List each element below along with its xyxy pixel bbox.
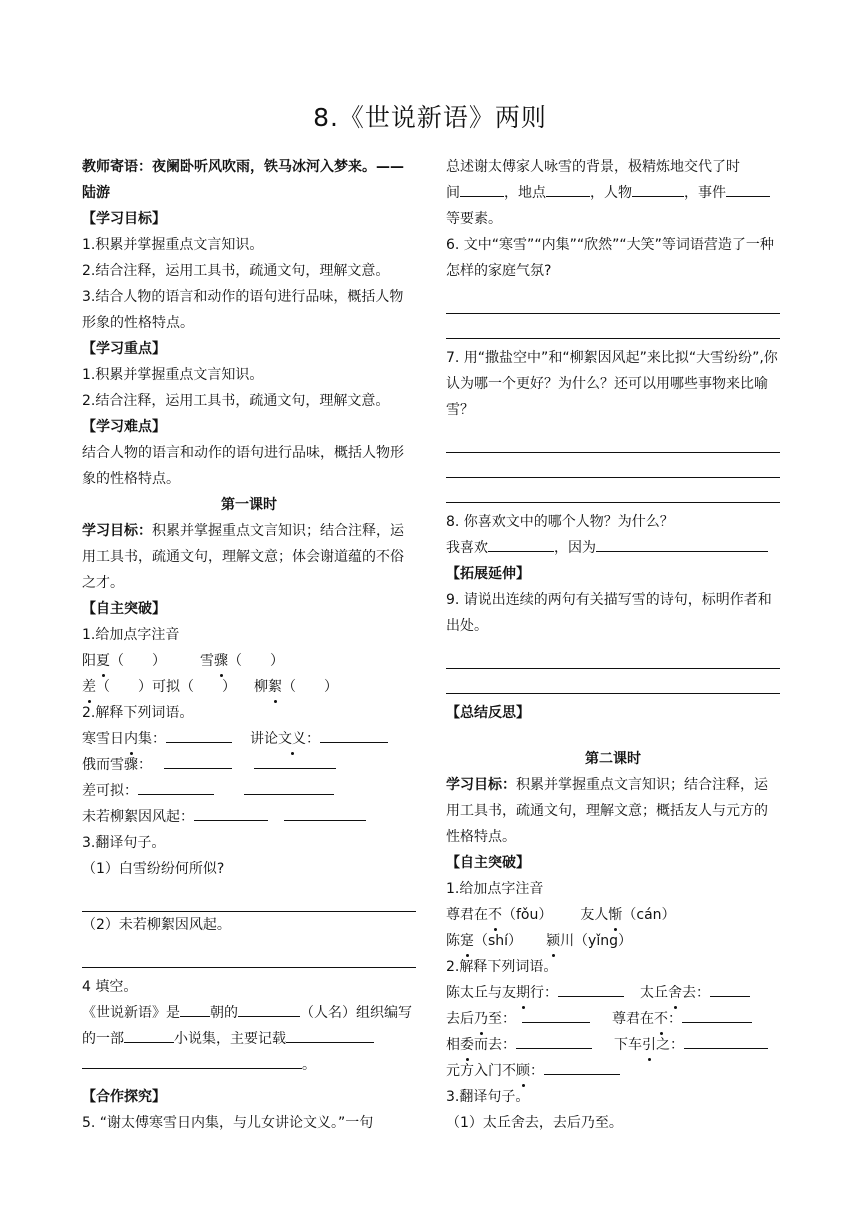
- summary-heading: 【总结反思】: [446, 705, 530, 721]
- dotted-char: 乃: [474, 1006, 488, 1032]
- fill-text: 我喜欢: [446, 540, 488, 556]
- lesson-two-heading: 第二课时: [585, 751, 641, 767]
- dotted-char: 絮: [268, 674, 282, 700]
- pinyin-text: （shí）: [474, 933, 523, 949]
- word-text: 尊君在: [612, 1011, 654, 1027]
- word-row-4: [446, 1058, 780, 1084]
- question-9: 9. 请说出连续的两句有关描写雪的诗句，标明作者和出处。: [446, 592, 772, 634]
- cooperation-heading: 【合作探究】: [82, 1089, 166, 1105]
- question-5-continued: 总述谢太傅家人咏雪的背景，极精炼地交代了时: [446, 159, 740, 175]
- lesson-goal-label: 学习目标：: [446, 777, 516, 793]
- question-2: 2.解释下列词语。: [82, 705, 194, 721]
- answer-blank[interactable]: [632, 180, 684, 197]
- answer-blank[interactable]: [710, 980, 750, 997]
- word-text: 至：: [488, 1011, 516, 1027]
- pinyin-word: 雪: [200, 653, 214, 669]
- lesson-goal-text: 积累并掌握重点文言知识；结合注释，运用工具书，疏通文句，理解文意；体会谢道蕴的不俗之才。: [82, 523, 404, 591]
- fill-text: 小说集，主要记载: [174, 1031, 286, 1047]
- word-row-3: [82, 778, 416, 804]
- dotted-char: 委: [460, 1032, 474, 1058]
- word-row-1: [82, 726, 416, 752]
- answer-blank[interactable]: [164, 752, 232, 769]
- word-text: 去：: [682, 985, 710, 1001]
- teacher-motto: 教师寄语：夜阑卧听风吹雨，铁马冰河入梦来。——陆游: [82, 159, 404, 201]
- fill-text: ，人物: [590, 185, 632, 201]
- difficulty-text: 结合人物的语言和动作的语句进行品味，概括人物形象的性格特点。: [82, 445, 404, 487]
- pinyin-word: 陈: [446, 933, 460, 949]
- lesson-two-goal: [446, 772, 780, 850]
- answer-line[interactable]: [82, 938, 416, 968]
- page-title: 8.《世说新语》两则: [313, 103, 547, 132]
- fill-text: ，地点: [504, 185, 546, 201]
- fill-text: 朝的: [210, 1005, 238, 1021]
- word-text: 元方入门不: [446, 1063, 516, 1079]
- answer-blank[interactable]: [244, 778, 334, 795]
- lesson-one-heading: 第一课时: [221, 497, 277, 513]
- goal-item: 2.结合注释，运用工具书，疏通文句，理解文意。: [82, 263, 390, 279]
- word-row-1: [446, 980, 780, 1006]
- answer-blank[interactable]: [284, 804, 366, 821]
- answer-line[interactable]: [446, 423, 780, 453]
- answer-line[interactable]: [446, 314, 780, 339]
- dotted-char: 差: [82, 674, 96, 700]
- pinyin-text: （fǒu）: [502, 907, 553, 923]
- lesson-goal-text: 积累并掌握重点文言知识；结合注释，运用工具书，疏通文句，理解文意；概括友人与元方的性格特点。: [446, 777, 768, 845]
- pinyin-row-1: [446, 902, 780, 928]
- answer-blank[interactable]: [488, 535, 554, 552]
- question-3: 3.翻译句子。: [446, 1089, 530, 1105]
- answer-blank[interactable]: [180, 1000, 210, 1017]
- word-text: 未若柳絮因风起：: [82, 809, 194, 825]
- pinyin-text: 川（yǐng）: [560, 933, 632, 949]
- translate-item: （2）未若柳絮因风起。: [82, 917, 231, 933]
- pinyin-blank[interactable]: （ ）: [228, 653, 284, 669]
- question-5-blanks: [446, 180, 780, 206]
- answer-blank[interactable]: [238, 1000, 300, 1017]
- difficulty-heading: 【学习难点】: [82, 419, 166, 435]
- word-text: 之：: [656, 1037, 684, 1053]
- answer-blank[interactable]: [320, 726, 388, 743]
- word-row-3: [446, 1032, 780, 1058]
- word-text: 俄而雪骤：: [82, 757, 152, 773]
- dotted-char: 颍: [546, 928, 560, 954]
- dotted-char: 引: [642, 1032, 656, 1058]
- answer-blank[interactable]: [684, 1032, 768, 1049]
- word-text: 相: [446, 1037, 460, 1053]
- question-7: 7. 用“撒盐空中”和“柳絮因风起”来比拟“大雪纷纷”,你认为哪一个更好？为什么？还可以用哪些事物来比喻雪？: [446, 350, 778, 418]
- word-text: ：: [530, 1063, 544, 1079]
- fill-sentence: [82, 1000, 416, 1052]
- question-4: 4 填空。: [82, 979, 138, 995]
- self-study-heading: 【自主突破】: [446, 855, 530, 871]
- dotted-char: 寔: [460, 928, 474, 954]
- answer-blank[interactable]: [596, 535, 768, 552]
- pinyin-word: 尊君在: [446, 907, 488, 923]
- answer-blank[interactable]: [460, 180, 504, 197]
- dotted-char: 夏: [96, 648, 110, 674]
- fill-text: ，因为: [554, 540, 596, 556]
- key-point-item: 1.积累并掌握重点文言知识。: [82, 367, 264, 383]
- goal-item: 3.结合人物的语言和动作的语句进行品味，概括人物形象的性格特点。: [82, 289, 404, 331]
- word-text: ：: [668, 1011, 682, 1027]
- answer-blank[interactable]: [286, 1026, 374, 1043]
- pinyin-row-2: [446, 928, 780, 954]
- answer-line[interactable]: [446, 478, 780, 503]
- pinyin-word: 柳: [254, 679, 268, 695]
- left-column: [82, 154, 416, 1136]
- pinyin-word: 友人: [580, 907, 609, 923]
- answer-blank[interactable]: [82, 1052, 302, 1069]
- dotted-char: 文义: [278, 726, 306, 752]
- answer-blank[interactable]: [254, 752, 336, 769]
- question-1: 1.给加点字注音: [446, 881, 544, 897]
- dotted-char: 期: [516, 980, 530, 1006]
- dotted-char: 不: [488, 902, 502, 928]
- answer-blank[interactable]: [194, 804, 268, 821]
- key-point-item: 2.结合注释，运用工具书，疏通文句，理解文意。: [82, 393, 390, 409]
- dotted-char: 顾: [516, 1058, 530, 1084]
- word-text: ：: [306, 731, 320, 747]
- dotted-char: 内: [124, 726, 138, 752]
- dotted-char: 不: [654, 1006, 668, 1032]
- answer-blank[interactable]: [516, 1032, 592, 1049]
- word-text: 去后: [446, 1011, 474, 1027]
- lesson-one-goal: [82, 518, 416, 596]
- answer-line[interactable]: [446, 639, 780, 669]
- answer-blank[interactable]: [544, 1058, 620, 1075]
- word-text: 集：: [138, 731, 166, 747]
- translate-item: （1）白雪纷纷何所似?: [82, 861, 225, 877]
- pinyin-row-1: [82, 648, 416, 674]
- word-text: 行：: [530, 985, 558, 1001]
- answer-blank[interactable]: [682, 1006, 752, 1023]
- fill-text: ，事件: [684, 185, 726, 201]
- dotted-char: 惭: [608, 902, 622, 928]
- word-text: 而去：: [474, 1037, 516, 1053]
- question-1: 1.给加点字注音: [82, 627, 180, 643]
- self-study-heading: 【自主突破】: [82, 601, 166, 617]
- fill-text: 间: [446, 185, 460, 201]
- question-8-blanks: [446, 535, 780, 561]
- pinyin-blank[interactable]: （ ）: [282, 679, 338, 695]
- dotted-char: 舍: [668, 980, 682, 1006]
- answer-line[interactable]: [446, 284, 780, 314]
- question-2: 2.解释下列词语。: [446, 959, 558, 975]
- answer-blank[interactable]: [546, 180, 590, 197]
- answer-line[interactable]: [82, 882, 416, 912]
- word-text: 差可拟：: [82, 783, 138, 799]
- word-text: 太丘: [640, 985, 668, 1001]
- goal-item: 1.积累并掌握重点文言知识。: [82, 237, 264, 253]
- word-row-2: [82, 752, 416, 778]
- question-5: 5. “谢太傅寒雪日内集，与儿女讲论文义。”一句: [82, 1115, 374, 1131]
- word-text: 陈太丘与友: [446, 985, 516, 1001]
- answer-blank[interactable]: [558, 980, 624, 997]
- question-8: 8. 你喜欢文中的哪个人物？为什么？: [446, 514, 674, 530]
- answer-line[interactable]: [446, 453, 780, 478]
- pinyin-word: 阳: [82, 653, 96, 669]
- fill-sentence-end: [82, 1052, 416, 1078]
- fill-text: 《世说新语》是: [82, 1005, 180, 1021]
- word-row-2: [446, 1006, 780, 1032]
- answer-line[interactable]: [446, 669, 780, 694]
- word-text: 下车: [614, 1037, 642, 1053]
- pinyin-blank[interactable]: （ ）: [110, 653, 166, 669]
- dotted-char: 骤: [214, 648, 228, 674]
- answer-blank[interactable]: [166, 726, 232, 743]
- goals-heading: 【学习目标】: [82, 211, 166, 227]
- question-3: 3.翻译句子。: [82, 835, 166, 851]
- pinyin-blank[interactable]: （ ）: [180, 679, 236, 695]
- lesson-goal-label: 学习目标：: [82, 523, 152, 539]
- fill-text: 。: [302, 1057, 316, 1073]
- key-points-heading: 【学习重点】: [82, 341, 166, 357]
- fill-text: （人名）组织编写的一部: [82, 1005, 412, 1047]
- word-text: 寒雪日: [82, 731, 124, 747]
- pinyin-row-2: [82, 674, 416, 700]
- right-column: [446, 154, 780, 1136]
- pinyin-text: （cán）: [622, 907, 676, 923]
- translate-item: （1）太丘舍去，去后乃至。: [446, 1115, 623, 1131]
- answer-blank[interactable]: [138, 778, 214, 795]
- question-6: 6. 文中“寒雪”“内集”“欣然”“大笑”等词语营造了一种怎样的家庭气氛?: [446, 237, 774, 279]
- extension-heading: 【拓展延伸】: [446, 566, 530, 582]
- answer-blank[interactable]: [726, 180, 770, 197]
- question-5-end: 等要素。: [446, 211, 502, 227]
- pinyin-blank[interactable]: （ ）可拟: [96, 679, 180, 695]
- answer-blank[interactable]: [124, 1026, 174, 1043]
- word-text: 讲论: [250, 731, 278, 747]
- answer-blank[interactable]: [522, 1006, 590, 1023]
- word-row-4: [82, 804, 416, 830]
